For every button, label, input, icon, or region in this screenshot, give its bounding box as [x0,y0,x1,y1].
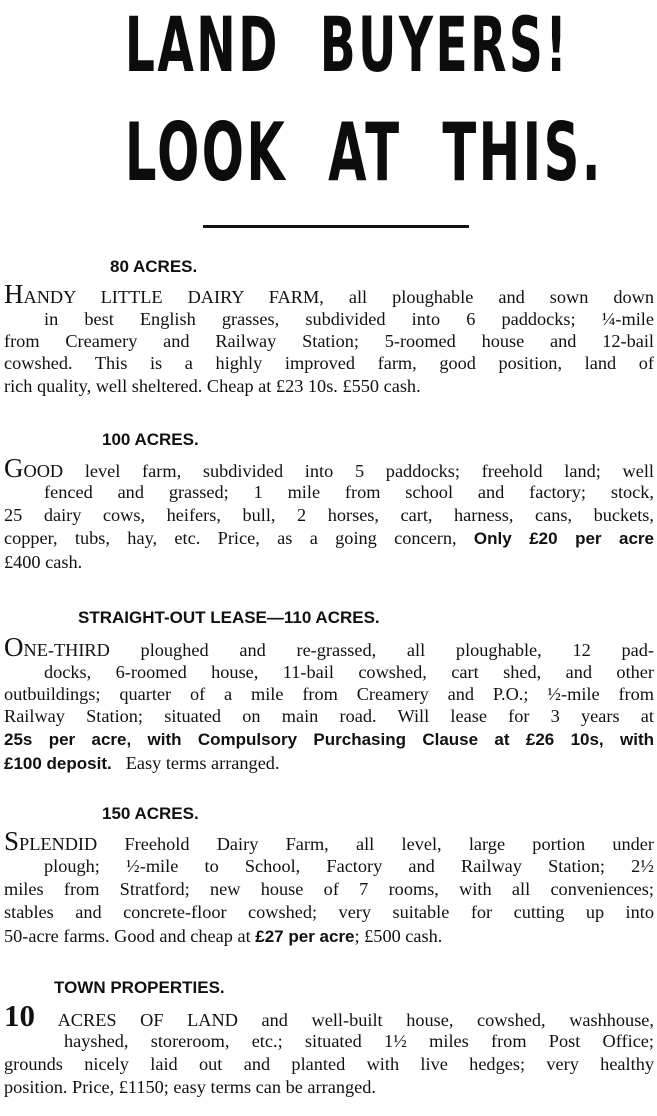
text-line: 50-acre farms. Good and cheap at £27 per acre; £500 cash. [4,926,443,946]
text-line: copper, tubs, hay, etc. Price, as a going concern, Only £20 per acre [4,528,654,548]
section-heading-lease: STRAIGHT-OUT LEASE—110 ACRES. [78,608,380,627]
text-line: 25 dairy cows, heifers, bull, 2 horses, cart, harness, cans, buckets, [4,505,654,525]
text-line: 25s per acre, with Compulsory Purchasing Clause at £26 10s, with [4,730,654,749]
text-line: fenced and grassed; 1 mile from school and factory; stock, [44,482,654,502]
text-line: 10 ACRES OF LAND and well-built house, cowshed, washhouse, [4,998,654,1033]
text-line: grounds nicely laid out and planted with live hedges; very healthy [4,1054,654,1074]
price-emphasis: Only £20 per acre [473,529,654,548]
section-heading-150-acres: 150 ACRES. [102,804,199,823]
text-line: HANDY LITTLE DAIRY FARM, all ploughable and sown down [4,279,654,309]
text-line: GOOD level farm, subdivided into 5 paddocks; freehold land; well [4,453,654,483]
headline-line-2: LOOK AT THIS. [124,106,604,199]
divider-rule [203,225,469,228]
text-line: position. Price, £1150; easy terms can be arranged. [4,1077,376,1097]
text-line: docks, 6-roomed house, 11-bail cowshed, cart shed, and other [44,662,654,682]
text-line: SPLENDID Freehold Dairy Farm, all level, large portion under [4,826,654,856]
headline-line-1: LAND BUYERS! [124,0,570,89]
text-line: stables and concrete-floor cowshed; very suitable for cutting up into [4,902,654,922]
text-line: from Creamery and Railway Station; 5-roomed house and 12-bail [4,331,654,351]
text-line: £100 deposit. Easy terms arranged. [4,753,280,773]
price-emphasis: £27 per acre [255,927,355,946]
section-heading-town: TOWN PROPERTIES. [54,978,225,997]
text-line: plough; ½-mile to School, Factory and Railway Station; 2½ [44,856,654,876]
text-line: ONE-THIRD ploughed and re-grassed, all ploughable, 12 pad- [4,632,654,662]
section-heading-80-acres: 80 ACRES. [110,257,198,276]
text-line: rich quality, well sheltered. Cheap at £23 10s. £550 cash. [4,376,421,396]
text-line: cowshed. This is a highly improved farm, good position, land of [4,353,654,373]
text-line: outbuildings; quarter of a mile from Creamery and P.O.; ½-mile from [4,684,654,704]
section-heading-100-acres: 100 ACRES. [102,430,199,449]
text-line: in best English grasses, subdivided into 6 paddocks; ¼-mile [44,309,654,329]
text-line: hayshed, storeroom, etc.; situated 1½ miles from Post Office; [64,1031,654,1051]
text-line: Railway Station; situated on main road. Will lease for 3 years at [4,706,654,726]
text-line: miles from Stratford; new house of 7 rooms, with all conveniences; [4,879,654,899]
text-line: £400 cash. [4,552,83,572]
